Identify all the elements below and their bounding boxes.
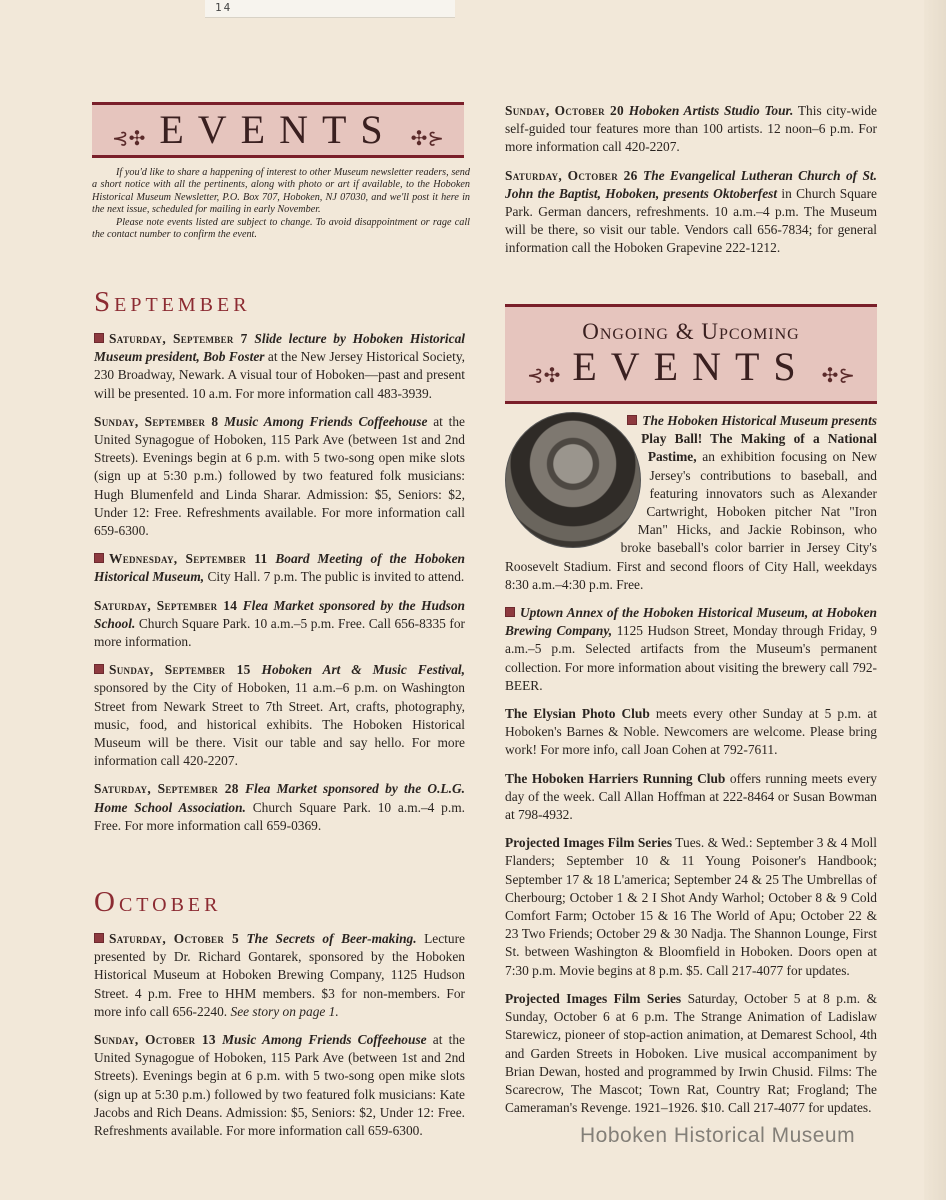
right-ornament-icon: ✣⊱ [821,365,856,388]
left-ornament-icon: ⊰✣ [111,128,146,151]
list-item: Saturday, September 14 Flea Market sponsored by the Hudson School. Church Square Park. 10 a.m.–5 p.m. Free. Call 656-8335 for more information. [94,597,465,650]
ongoing-banner-line1: Ongoing & Upcoming [582,319,800,344]
list-item: The Elysian Photo Club meets every other Sunday at 5 p.m. at Hoboken's Barnes & Noble. Newcomers are welcome. Please bring work! For more info, call Joan Cohen at 792-7611. [505,706,877,758]
scan-tape [205,0,455,18]
events-banner [92,102,464,158]
list-item: Wednesday, September 11 Board Meeting of the Hoboken Historical Museum, City Hall. 7 p.m. The public is invited to attend. [94,551,465,585]
list-item: Sunday, September 8 Music Among Friends Coffeehouse at the United Synagogue of Hoboken, 115 Park Ave (between 1st and 2nd Streets). Evenings begin at 6 p.m. with 5 two-song open mike slots (sign up at 5:30 p.m.) followed by two featured folk musicians: Hugh Blumenfeld and Linda Sharar. Admission: $5, Seniors: $2, Under 12: Free. Refreshments available. For more information call 659-6300. [94,413,465,539]
left-ornament-icon: ⊰✣ [526,365,561,388]
tape-marks: 14 [215,1,233,14]
intro-paragraph-disclaimer: Please note events listed are subject to change. To avoid disappointment or rage call the contact number to confirm the event. [92,216,470,241]
page-edge [924,0,946,1200]
list-item: Saturday, October 5 The Secrets of Beer-making. Lecture presented by Dr. Richard Gontarek, sponsored by the Hoboken Historical Museum at Hoboken Brewing Company, 1125 Hudson Street. 4 p.m. Free to HHM members. $3 for non-members. For more info call 656-2240. See story on page 1. [94,931,465,1019]
bullet-square-icon [94,333,104,343]
bullet-square-icon [94,553,104,563]
list-item: Saturday, October 26 The Evangelical Lutheran Church of St. John the Baptist, Hoboken, presents Oktoberfest in Church Square Park. German dancers, refreshments. 10 a.m.–4 p.m. The Museum will be there, so visit our table. Vendors call 656-7834; for general information call the Hoboken Grapevine 222-1212. [505,167,877,256]
september-list [94,330,465,845]
events-banner-title: EVENTS [159,107,397,152]
list-item: Saturday, September 7 Slide lecture by Hoboken Historical Museum president, Bob Foster at the New Jersey Historical Society, 230 Broadway, Newark. A visual tour of Hoboken—past and present will be presented. 10 a.m. For more information call 483-3939. [94,331,465,401]
october-list-right [505,102,877,268]
ongoing-list [505,412,877,1127]
list-item: The Hoboken Harriers Running Club offers running meets every day of the week. Call Allan Hoffman at 222-8464 or Susan Bowman at 798-4932. [505,770,877,823]
october-heading: October [94,886,222,918]
right-ornament-icon: ✣⊱ [410,128,445,151]
list-item: Uptown Annex of the Hoboken Historical Museum, at Hoboken Brewing Company, 1125 Hudson Street, Monday through Friday, 9 a.m.–5 p.m. Selected artifacts from the Museum's permanent collection. For more information about visiting the brewery call 792-BEER. [505,605,877,693]
list-item: Projected Images Film Series Saturday, October 5 at 8 p.m. & Sunday, October 6 at 6 p.m. The Strange Animation of Ladislaw Starewicz, pioneer of stop-action animation, at Demarest School, 4th and Garden Streets in Hoboken. Live musical accompaniment by Brian Dewan, hosted and programmed by Irwin Chusid. Films: The Scarecrow, The Mascot; Town Rat, Country Rat; Frogland; The Cameraman's Revenge. 1921–1926. $10. Call 217-4077 for updates. [505,990,877,1116]
ongoing-banner [505,304,877,404]
intro-paragraph: If you'd like to share a happening of interest to other Museum newsletter readers, send a short notice with all the pertinents, along with photo or art if available, to the Hoboken Historical Museum Newsletter, P.O. Box 707, Hoboken, NJ 07030, and we'll post it here in the next issue, scheduled for mailing in early November. [92,167,470,216]
bullet-square-icon [94,664,104,674]
list-item: Sunday, October 13 Music Among Friends Coffeehouse at the United Synagogue of Hoboken, 115 Park Ave (between 1st and 2nd Streets). Evenings begin at 6 p.m. with 5 two-song open mike slots (sign up at 5:30 p.m.) followed by two featured folk musicians: Kate Jacobs and Rich Deans. Admission: $5, Seniors: $2, Under 12: Free. Refreshments available. For more information call 659-6300. [94,1032,465,1139]
list-item: Sunday, September 15 Hoboken Art & Music Festival, sponsored by the City of Hoboken, 11 a.m.–6 p.m. on Washington Street from Newark Street to 7th Street. Art, crafts, photography, music, food, and historical exhibits. The Hoboken Historical Museum will be there. Visit our table and say hello. For more information call 420-2207. [94,662,465,769]
list-item: Saturday, September 28 Flea Market sponsored by the O.L.G. Home School Association. Church Square Park. 10 a.m.–4 p.m. Free. For more information call 659-0369. [94,781,465,833]
list-item: The Hoboken Historical Museum presents Play Ball! The Making of a National Pastime, an exhibition focusing on New Jersey's contributions to baseball, and featuring innovators such as Alexander Cartwright, Hoboken pitcher Nat "Iron Man" Hicks, and Jackie Robinson, who broke baseball's color barrier in Jersey City's Roosevelt Stadium. First and second floors of City Hall, weekdays 8:30 a.m.–4:30 p.m. Free. [505,413,877,592]
ongoing-banner-title: EVENTS [572,344,810,389]
portrait-photo [505,412,641,548]
october-list-left [94,930,465,1150]
watermark: Hoboken Historical Museum [580,1124,856,1147]
list-item: Projected Images Film Series Tues. & Wed.: September 3 & 4 Moll Flanders; September 10 & 11 Young Poisoner's Handbook; September 17 & 18 L'america; September 24 & 25 The Umbrellas of Cherbourg; October 1 & 2 I Shot Andy Warhol; October 8 & 9 Cold Comfort Farm; October 15 & 16 The World of Apu; October 22 & 23 Two Friends; October 29 & 30 Nadja. The Shannon Lounge, First St. between Washington & Bloomfield in Hoboken. Doors open at 7:30 p.m. Movie begins at 8 p.m. $5. Call 217-4077 for updates. [505,835,877,978]
september-heading: September [94,286,251,318]
bullet-square-icon [505,607,515,617]
bullet-square-icon [627,415,637,425]
bullet-square-icon [94,933,104,943]
list-item: Sunday, October 20 Hoboken Artists Studio Tour. This city-wide self-guided tour features more than 100 artists. 12 noon–6 p.m. For more information call 420-2207. [505,103,877,155]
intro-note [92,167,470,241]
